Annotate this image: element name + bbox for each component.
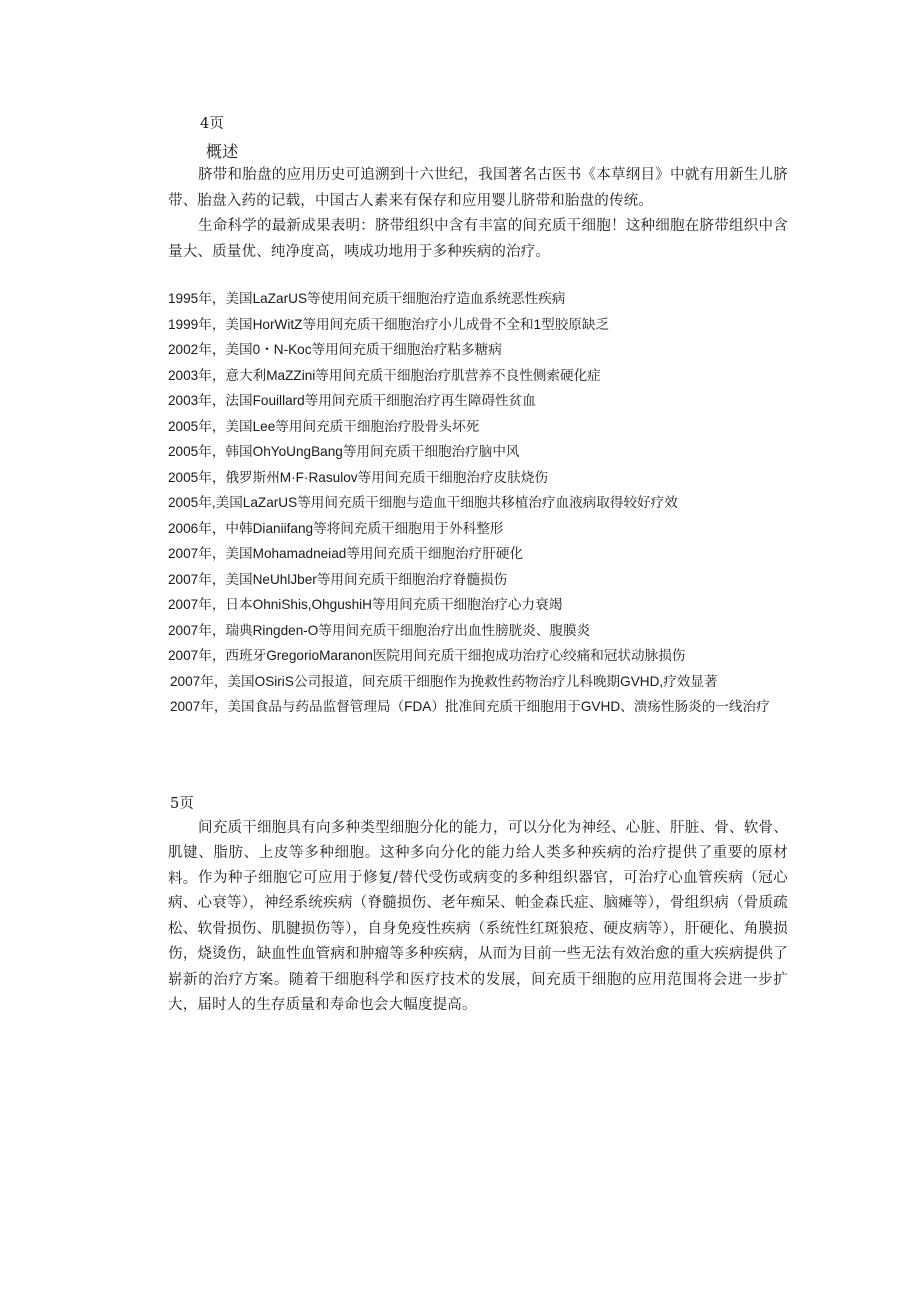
timeline-item: 1999年，美国HorWitZ等用间充质干细胞治疗小儿成骨不全和1型胶原缺乏 [168, 316, 610, 332]
timeline-item: 2003年，法国Fouillard等用间充质干细胞治疗再生障碍性贫血 [168, 393, 536, 408]
applications-paragraph: 作为种子细胞它可应用于修复/替代受伤或病变的多种组织器官，可治疗心血管疾病（冠心病、心衰等），神经系统疾病（脊髓损伤、老年痴呆、帕金森氏症、脑瘫等），骨组织病（骨质疏松、软骨损伤、肌腱损伤等），自身免疫性疾病（系统性红斑狼疮、硬皮病等），肝硬化、角膜损伤，烧烫伤，缺血性血管病和肿瘤等多种疾病，从而为目前一些无法有效治愈的重大疾病提供了崭新的治疗方案。随着干细胞科学和医疗技术的发展，间充质干细胞的应用范围将会进一步扩大，届时人的生存质量和寿命也会大幅度提高。 [168, 870, 788, 1014]
timeline-item: 2005年，美国Lee等用间充质干细胞治疗股骨头坏死 [168, 418, 480, 434]
page-marker-5: 5页 [170, 796, 195, 812]
timeline-item: 2007年，美国食品与药品监督管理局（FDA）批准间充质干细胞用于GVHD、溃疡性肠炎的一线治疗 [170, 699, 770, 714]
timeline-item: 2007年，美国Mohamadneiad等用间充质干细胞治疗肝硬化 [168, 546, 524, 561]
timeline-item: 2003年，意大利MaZZini等用间充质干细胞治疗肌营养不良性侧索硬化症 [168, 367, 601, 383]
timeline-item: 2006年，中韩Dianiifang等将间充质干细胞用于外科整形 [168, 520, 504, 536]
page-marker-4: 4页 [200, 116, 225, 132]
timeline-item: 2007年，美国NeUhlJber等用间充质干细胞治疗脊髓损伤 [168, 571, 508, 587]
differentiation-paragraph: 间充质干细胞具有向多种类型细胞分化的能力，可以分化为神经、心脏、肝脏、骨、软骨、肌键、脂肪、上皮等多种细胞。这种多向分化的能力给人类多种疾病的治疗提供了重要的原材料。 [168, 820, 788, 887]
intro-paragraph-history: 脐带和胎盘的应用历史可追溯到十六世纪，我国著名古医书《本草纲目》中就有用新生儿脐带、胎盘入药的记载，中国古人素来有保存和应用婴儿脐带和胎盘的传统。 [168, 167, 788, 209]
timeline-list [168, 286, 788, 720]
intro-paragraph-science: 生命科学的最新成果表明：脐带组织中含有丰富的间充质干细胞！这种细胞在脐带组织中含量大、质量优、纯净度高，咦成功地用于多种疾病的治疗。 [168, 218, 788, 260]
timeline-item: 2007年，美国OSiriS公司报道，间充质干细胞作为挽救性药物治疗儿科晚期GVHD,疗效显著 [170, 673, 718, 689]
timeline-item: 2005年，俄罗斯州M·F·Rasulov等用间充质干细胞治疗皮肤烧伤 [168, 469, 548, 485]
timeline-item: 1995年，美国LaZarUS等使用间充质干细胞治疗造血系统恶性疾病 [168, 291, 566, 306]
timeline-item: 2007年，瑞典Ringden-O等用间充质干细胞治疗出血性膀胱炎、腹膜炎 [168, 622, 591, 638]
timeline-item: 2005年，韩国OhYoUngBang等用间充质干细胞治疗脑中风 [168, 444, 520, 459]
section-heading: 概述 [206, 142, 239, 161]
timeline-item: 2005年,美国LaZarUS等用间充质干细胞与造血干细胞共移植治疗血液病取得较好疗效 [168, 495, 678, 510]
timeline-item: 2007年，西班牙GregorioMaranon医院用间充质干细抱成功治疗心绞痛和冠状动脉损伤 [168, 648, 686, 663]
timeline-item: 2002年，美国0・N-Koc等用间充质干细胞治疗粘多糖病 [168, 342, 502, 357]
timeline-item: 2007年，日本OhniShis,OhgushiH等用间充质干细胞治疗心力衰竭 [168, 597, 563, 612]
